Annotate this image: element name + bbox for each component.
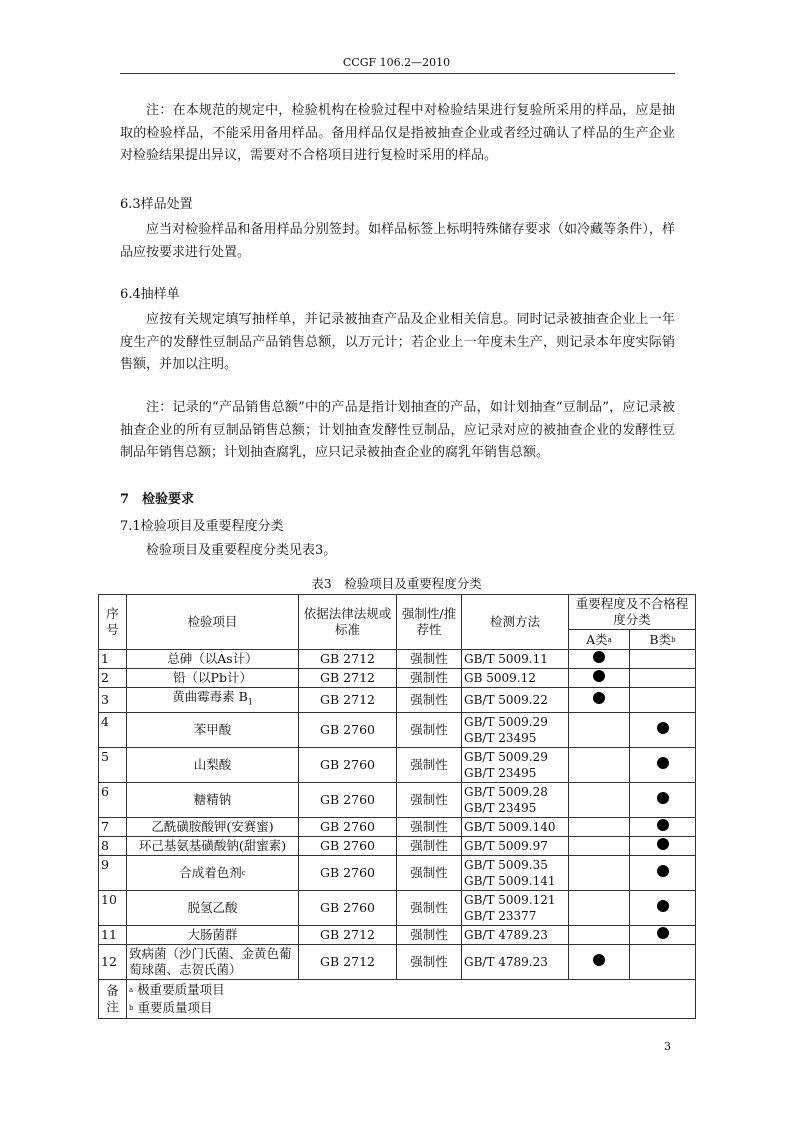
table-row — [99, 688, 696, 713]
row-mandatory: 强制性 — [397, 747, 462, 782]
table-caption: 表3 检验项目及重要程度分类 — [311, 576, 482, 591]
page-header: CCGF 106.2—2010 — [342, 56, 451, 69]
row-basis: GB 2712 — [299, 925, 397, 944]
row-basis: GB 2712 — [299, 650, 397, 669]
row-method-line: GB/T 23495 — [464, 800, 537, 815]
row-mandatory: 强制性 — [397, 925, 462, 944]
row-method-line: GB 5009.12 — [464, 671, 536, 685]
row-method-line: GB/T 5009.22 — [464, 692, 548, 707]
row-basis: GB 2712 — [299, 944, 397, 979]
row-method — [462, 712, 569, 747]
table-body — [99, 650, 696, 980]
page-number: 3 — [664, 1040, 671, 1053]
row-item — [127, 669, 299, 688]
row-class-a — [569, 836, 630, 855]
row-method-line: GB/T 5009.140 — [464, 819, 556, 834]
filled-dot-icon — [657, 722, 669, 734]
row-seq: 12 — [99, 944, 127, 979]
paragraph-7-1: 检验项目及重要程度分类见表3。 — [146, 543, 337, 558]
row-method-line: GB/T 5009.28 — [464, 784, 548, 799]
filled-dot-icon — [657, 757, 669, 769]
row-item — [127, 688, 299, 713]
row-item-text: 脱氢乙酸 — [187, 899, 238, 915]
table-row — [99, 944, 696, 979]
row-method-line: GB/T 23495 — [464, 765, 537, 780]
table-row — [99, 890, 696, 925]
section-heading-6-3: 6.3样品处置 — [120, 197, 193, 212]
header-item: 检验项目 — [127, 595, 299, 650]
row-class-a — [569, 782, 630, 817]
row-basis: GB 2760 — [299, 782, 397, 817]
table-row — [99, 747, 696, 782]
row-seq: 6 — [99, 782, 127, 817]
row-class-a — [569, 855, 630, 890]
row-mandatory: 强制性 — [397, 836, 462, 855]
filled-dot-icon — [593, 954, 605, 966]
table-row — [99, 855, 696, 890]
row-basis: GB 2760 — [299, 817, 397, 836]
row-class-b — [630, 650, 696, 669]
row-method — [462, 747, 569, 782]
row-seq: 1 — [99, 650, 127, 669]
row-method-line: GB/T 5009.11 — [464, 652, 548, 666]
row-mandatory: 强制性 — [397, 688, 462, 713]
row-method — [462, 944, 569, 979]
row-basis: GB 2760 — [299, 890, 397, 925]
table-row — [99, 669, 696, 688]
row-method — [462, 669, 569, 688]
row-item — [127, 650, 299, 669]
filled-dot-icon — [593, 651, 605, 663]
row-class-b — [630, 747, 696, 782]
row-mandatory: 强制性 — [397, 782, 462, 817]
row-seq: 3 — [99, 688, 127, 713]
row-method-line: GB/T 23495 — [464, 730, 537, 745]
row-class-b — [630, 855, 696, 890]
row-seq: 9 — [99, 855, 127, 890]
row-method — [462, 782, 569, 817]
class-b-label: B类 — [649, 631, 672, 647]
row-method-line: GB/T 4789.23 — [464, 954, 548, 969]
row-method — [462, 688, 569, 713]
row-method-line: GB/T 4789.23 — [464, 927, 548, 942]
row-class-b — [630, 669, 696, 688]
row-item — [127, 855, 299, 890]
row-method — [462, 855, 569, 890]
inspection-items-table — [98, 594, 696, 1019]
row-method-line: GB/T 5009.97 — [464, 838, 548, 853]
class-a-mark: a — [607, 635, 612, 644]
table-row — [99, 925, 696, 944]
row-method-line: GB/T 23377 — [464, 908, 537, 923]
row-method — [462, 650, 569, 669]
row-method — [462, 817, 569, 836]
row-item — [127, 836, 299, 855]
header-importance: 重要程度及不合格程度分类 — [569, 595, 696, 630]
row-seq: 11 — [99, 925, 127, 944]
row-basis: GB 2712 — [299, 688, 397, 713]
remark-b-mark: b — [129, 1003, 134, 1012]
row-item — [127, 747, 299, 782]
row-item-text: 致病菌（沙门氏菌、金黄色葡萄球菌、志贺氏菌） — [129, 945, 292, 977]
header-mandatory: 强制性/推荐性 — [397, 595, 462, 650]
row-basis: GB 2760 — [299, 747, 397, 782]
row-item — [127, 925, 299, 944]
header-class-a — [569, 630, 630, 650]
header-seq: 序号 — [99, 595, 127, 650]
row-method-line: GB/T 5009.121 — [464, 892, 556, 907]
row-mandatory: 强制性 — [397, 817, 462, 836]
row-class-a — [569, 817, 630, 836]
row-class-b — [630, 688, 696, 713]
filled-dot-icon — [657, 838, 669, 850]
section-heading-7: 7 检验要求 — [120, 492, 195, 507]
filled-dot-icon — [593, 692, 605, 704]
row-item-text: 苯甲酸 — [193, 721, 232, 737]
note-paragraph-1: 注：在本规范的规定中，检验机构在检验过程中对检验结果进行复验所采用的样品，应是抽取的检验样品，不能采用备用样品。备用样品仅是指被抽查企业或者经过确认了样品的生产企业对检验结果提出异议，需要对不合格项目进行复检时采用的样品。 — [120, 103, 675, 163]
remark-line-b — [129, 999, 693, 1017]
table-row — [99, 782, 696, 817]
row-mandatory: 强制性 — [397, 712, 462, 747]
row-item — [127, 890, 299, 925]
row-seq: 4 — [99, 712, 127, 747]
row-item — [127, 944, 299, 979]
class-a-label: A类 — [586, 631, 608, 647]
row-mandatory: 强制性 — [397, 669, 462, 688]
row-seq: 7 — [99, 817, 127, 836]
row-class-a — [569, 712, 630, 747]
row-mandatory: 强制性 — [397, 944, 462, 979]
row-method-line: GB/T 5009.35 — [464, 857, 548, 872]
row-basis: GB 2760 — [299, 836, 397, 855]
row-item-text: 大肠菌群 — [187, 926, 238, 942]
row-mandatory: 强制性 — [397, 890, 462, 925]
row-method — [462, 836, 569, 855]
row-seq: 8 — [99, 836, 127, 855]
remark-a-mark: a — [129, 985, 134, 994]
header-class-b — [630, 630, 696, 650]
table-row — [99, 817, 696, 836]
header-method: 检测方法 — [462, 595, 569, 650]
row-method — [462, 890, 569, 925]
row-method-line: GB/T 5009.141 — [464, 873, 556, 888]
row-item-text: 糖精钠 — [193, 791, 232, 807]
row-class-b — [630, 925, 696, 944]
row-basis: GB 2760 — [299, 855, 397, 890]
row-basis: GB 2712 — [299, 669, 397, 688]
row-class-a — [569, 747, 630, 782]
row-method-line: GB/T 5009.29 — [464, 749, 548, 764]
remark-b-text: 重要质量项目 — [137, 999, 213, 1015]
row-class-a — [569, 925, 630, 944]
remarks-content — [127, 979, 696, 1018]
row-class-a — [569, 650, 630, 669]
row-class-a — [569, 890, 630, 925]
filled-dot-icon — [657, 792, 669, 804]
row-class-b — [630, 817, 696, 836]
paragraph-6-4: 应按有关规定填写抽样单，并记录被抽查产品及企业相关信息。同时记录被抽查企业上一年度生产的发酵性豆制品产品销售总额，以万元计；若企业上一年度未生产，则记录本年度实际销售额，并加以注明。 — [120, 312, 675, 372]
row-item-text: 总砷（以As计） — [167, 651, 258, 666]
row-item-text: 铅（以Pb计） — [173, 670, 252, 685]
class-b-mark: b — [671, 635, 676, 644]
remark-a-text: 极重要质量项目 — [137, 981, 225, 997]
row-item-text: 山梨酸 — [193, 756, 232, 772]
row-item — [127, 782, 299, 817]
row-item — [127, 817, 299, 836]
row-class-a — [569, 944, 630, 979]
row-item-text: 合成着色剂 — [179, 864, 242, 880]
row-item-text: 乙酰磺胺酸钾(安赛蜜) — [151, 818, 274, 834]
row-mandatory: 强制性 — [397, 855, 462, 890]
row-item — [127, 712, 299, 747]
row-class-b — [630, 836, 696, 855]
row-method-line: GB/T 5009.29 — [464, 714, 548, 729]
row-class-b — [630, 944, 696, 979]
row-class-a — [569, 688, 630, 713]
row-item-text: 环己基氨基磺酸钠(甜蜜素) — [138, 837, 287, 853]
row-item-footnote-mark: c — [241, 868, 246, 877]
row-seq: 10 — [99, 890, 127, 925]
filled-dot-icon — [657, 819, 669, 831]
table-row — [99, 650, 696, 669]
header-rule — [120, 73, 675, 74]
filled-dot-icon — [657, 927, 669, 939]
note-paragraph-2: 注：记录的“产品销售总额”中的产品是指计划抽查的产品，如计划抽查“豆制品”，应记录被抽查企业的所有豆制品销售总额；计划抽查发酵性豆制品，应记录对应的被抽查企业的发酵性豆制品年销售总额；计划抽查腐乳，应只记录被抽查企业的腐乳年销售总额。 — [120, 400, 675, 460]
remarks-label: 备注 — [99, 979, 127, 1018]
header-basis: 依据法律法规或标准 — [299, 595, 397, 650]
row-class-a — [569, 669, 630, 688]
row-class-b — [630, 890, 696, 925]
row-seq: 2 — [99, 669, 127, 688]
filled-dot-icon — [657, 900, 669, 912]
row-basis: GB 2760 — [299, 712, 397, 747]
row-item-text: 黄曲霉毒素 B — [172, 689, 248, 704]
row-item-subscript: 1 — [247, 697, 253, 707]
row-mandatory: 强制性 — [397, 650, 462, 669]
row-class-b — [630, 712, 696, 747]
row-seq: 5 — [99, 747, 127, 782]
row-class-b — [630, 782, 696, 817]
section-heading-7-1: 7.1检验项目及重要程度分类 — [120, 519, 284, 534]
table-row — [99, 836, 696, 855]
table-row — [99, 712, 696, 747]
remark-line-a — [129, 981, 693, 999]
section-heading-6-4: 6.4抽样单 — [120, 287, 180, 302]
paragraph-6-3: 应当对检验样品和备用样品分别签封。如样品标签上标明特殊储存要求（如冷藏等条件），样品应按要求进行处置。 — [120, 222, 675, 260]
filled-dot-icon — [657, 865, 669, 877]
filled-dot-icon — [593, 670, 605, 682]
row-method — [462, 925, 569, 944]
